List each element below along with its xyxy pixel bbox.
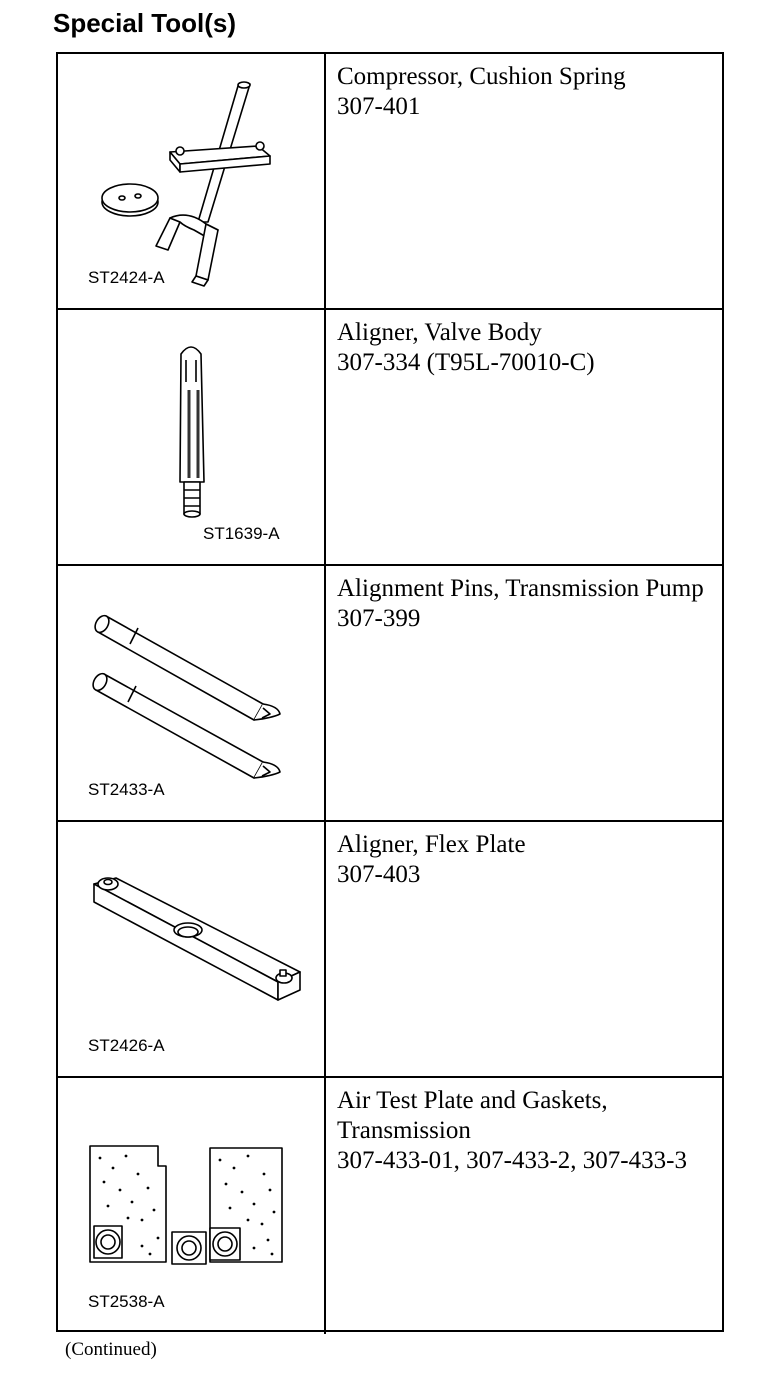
tool-number: 307-399 [337,605,421,632]
tool-illustration-cell [58,1078,326,1334]
tool-code: ST1639-A [203,524,280,543]
tool-code: ST2426-A [88,1036,165,1055]
tool-code: ST2538-A [88,1292,165,1311]
table-row [58,566,722,822]
tool-illustration-cell [58,822,326,1076]
tool-illustration-cell [58,310,326,564]
tool-name: Aligner, Valve Body [337,319,542,346]
page-title: Special Tool(s) [53,8,236,38]
tool-code: ST2424-A [88,268,165,287]
tool-number: 307-334 (T95L-70010-C) [337,349,595,376]
tool-name: Compressor, Cushion Spring [337,63,626,90]
valve-body-aligner-icon [58,310,326,566]
tool-description [337,1086,714,1176]
tool-description [337,830,714,890]
tool-name: Alignment Pins, Transmission Pump [337,575,704,602]
tool-illustration-cell [58,54,326,308]
special-tools-table [56,52,724,1332]
tool-name: Air Test Plate and Gaskets, Transmission [337,1087,608,1144]
tool-name: Aligner, Flex Plate [337,831,526,858]
tool-number: 307-403 [337,861,421,888]
tool-number: 307-433-01, 307-433-2, 307-433-3 [337,1147,687,1174]
tool-description [337,574,714,634]
tool-description [337,318,714,378]
table-row [58,822,722,1078]
table-row [58,1078,722,1334]
tool-illustration-cell [58,566,326,820]
tool-number: 307-401 [337,93,421,120]
table-row [58,310,722,566]
tool-code: ST2433-A [88,780,165,799]
continued-note: (Continued) [65,1339,157,1360]
tool-description [337,62,714,122]
table-row [58,54,722,310]
